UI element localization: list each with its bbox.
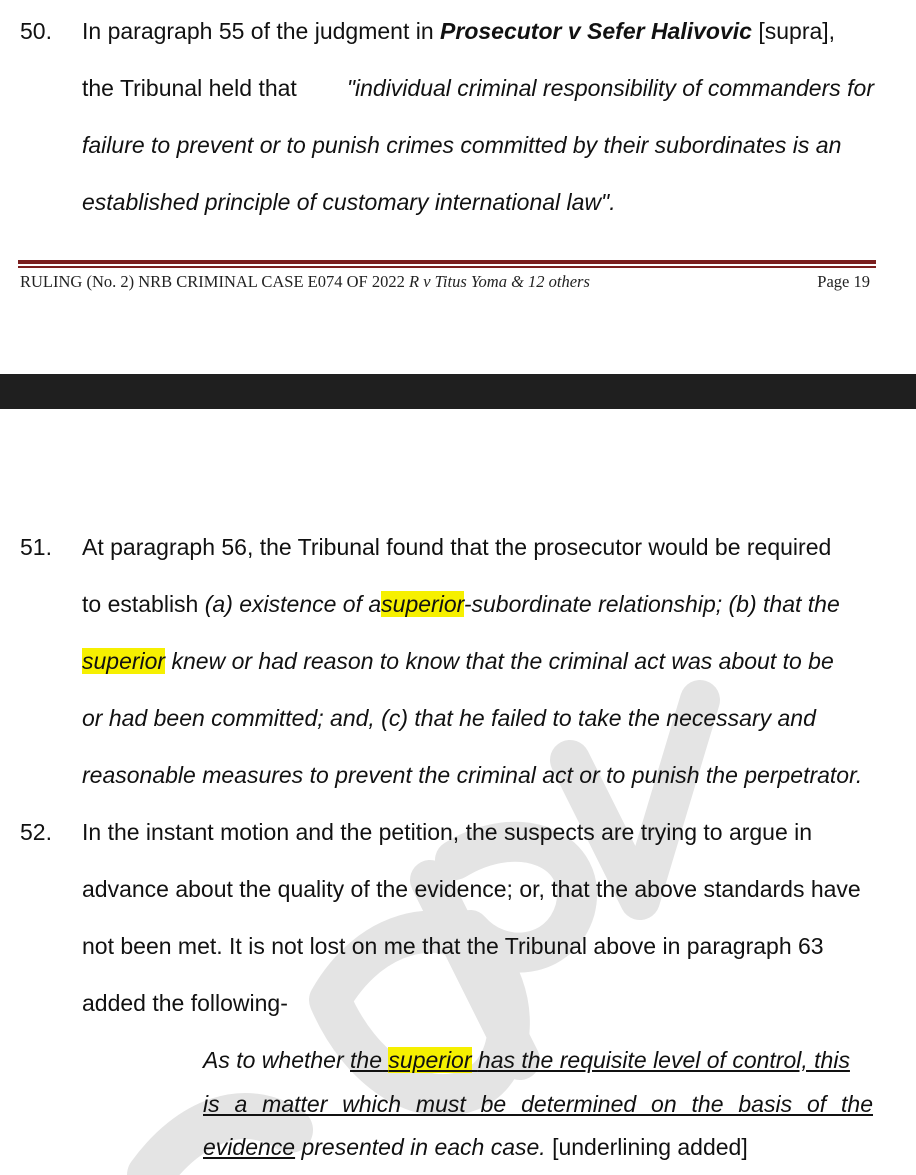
para51-line-2: to establish (a) existence of asuperior-subordinate relationship; (b) that the	[82, 591, 840, 617]
paragraph-number-50: 50.	[20, 18, 52, 44]
footer-rule-thin	[18, 266, 876, 268]
para50-line-3: failure to prevent or to punish crimes committed by their subordinates is an	[82, 132, 842, 158]
para50-text: In paragraph 55 of the judgment in	[82, 18, 434, 44]
para52-line-2: advance about the quality of the evidence; or, that the above standards have	[82, 876, 861, 902]
quote-line-1: As to whether the superior has the requisite level of control, this	[203, 1047, 850, 1073]
para50-text: [supra],	[758, 18, 836, 44]
para51-line-1: At paragraph 56, the Tribunal found that the prosecutor would be required	[82, 534, 832, 560]
para50-line-1	[82, 17, 835, 45]
para52-line-4: added the following-	[82, 990, 288, 1016]
highlighted-term: superior	[381, 591, 464, 617]
quote-line-3: evidence presented in each case. [underlining added]	[203, 1134, 748, 1160]
quote-line-2: is a matter which must be determined on the basis of the	[203, 1091, 873, 1117]
para51-line-4: or had been committed; and, (c) that he failed to take the necessary and	[82, 705, 816, 731]
paragraph-number-51: 51.	[20, 534, 52, 560]
page-separator	[0, 374, 916, 409]
footer-page-number: Page 19	[817, 272, 870, 291]
para51-line-3: superior knew or had reason to know that the criminal act was about to be	[82, 648, 834, 674]
page-footer	[20, 272, 870, 292]
footer-case-title: RULING (No. 2) NRB CRIMINAL CASE E074 OF 2022 R v Titus Yoma & 12 others	[20, 272, 590, 291]
para50-text: the Tribunal held that	[82, 75, 297, 101]
footer-rule	[18, 260, 876, 264]
para52-line-1: In the instant motion and the petition, the suspects are trying to argue in	[82, 819, 813, 845]
case-name: Prosecutor v Sefer Halivovic	[440, 18, 752, 44]
para50-line-2	[82, 74, 874, 102]
highlighted-term: superior	[388, 1047, 472, 1073]
quote-text: "individual criminal responsibility of commanders for	[346, 75, 874, 101]
para50-line-4: established principle of customary international law".	[82, 189, 616, 215]
highlighted-term: superior	[82, 648, 166, 674]
para52-line-3: not been met. It is not lost on me that the Tribunal above in paragraph 63	[82, 933, 824, 959]
paragraph-number-52: 52.	[20, 819, 52, 845]
para51-line-5: reasonable measures to prevent the criminal act or to punish the perpetrator.	[82, 762, 863, 788]
